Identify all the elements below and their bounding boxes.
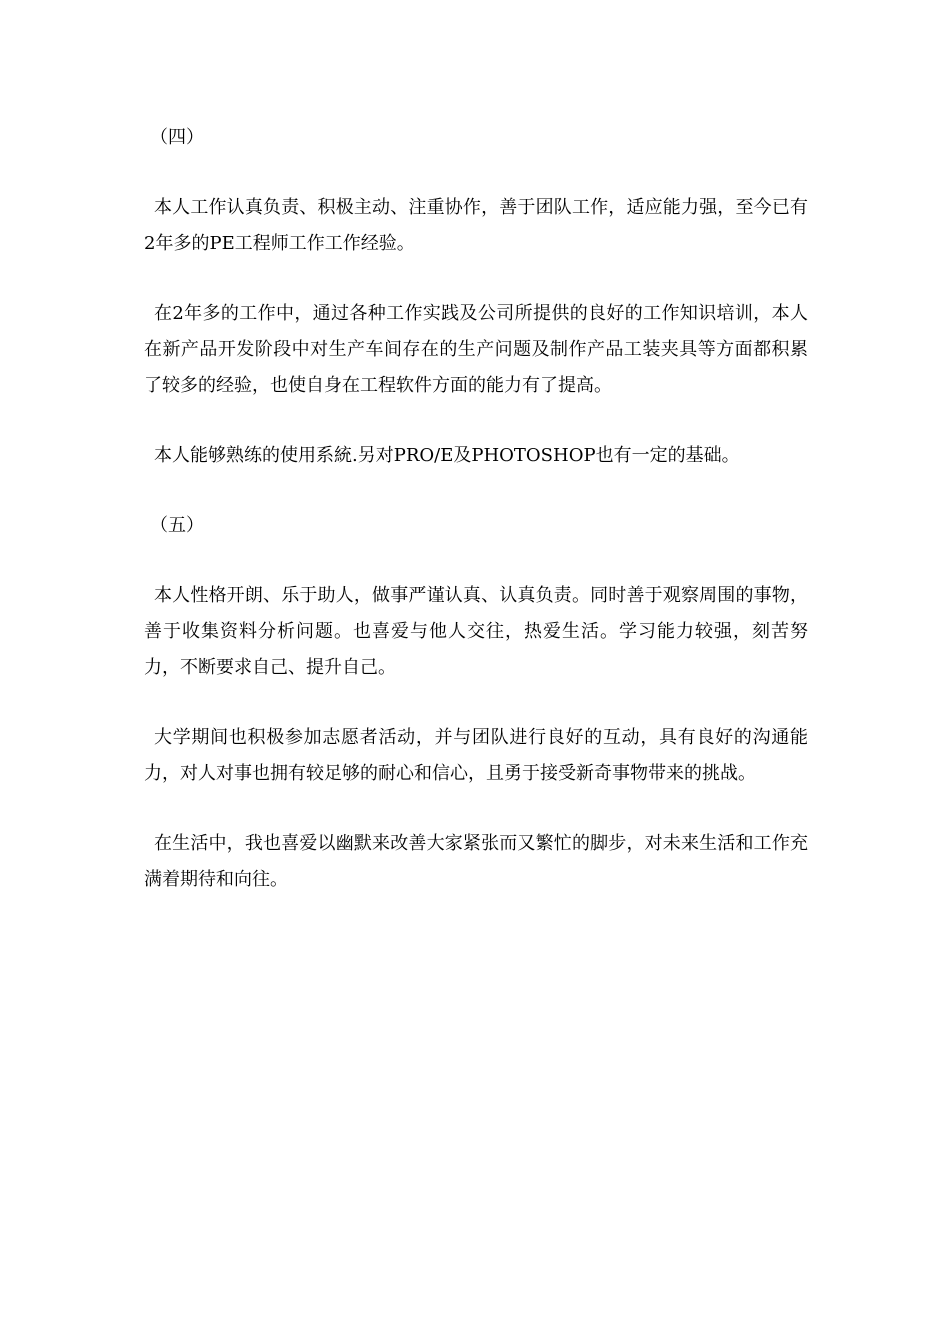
- paragraph: 在生活中，我也喜爱以幽默来改善大家紧张而又繁忙的脚步，对未来生活和工作充满着期待和向往。: [144, 833, 808, 890]
- paragraph: 本人工作认真负责、积极主动、注重协作，善于团队工作，适应能力强，至今已有2年多的PE工程师工作工作经验。: [144, 197, 808, 254]
- section-heading-4: （四）: [150, 127, 204, 148]
- document-body: [144, 120, 808, 932]
- section-heading-5: （五）: [150, 515, 204, 536]
- paragraph: 本人能够熟练的使用系統.另对PRO/E及PHOTOSHOP也有一定的基础。: [154, 445, 740, 466]
- paragraph: 大学期间也积极参加志愿者活动，并与团队进行良好的互动，具有良好的沟通能力，对人对事也拥有较足够的耐心和信心，且勇于接受新奇事物带来的挑战。: [144, 727, 808, 784]
- paragraph: 本人性格开朗、乐于助人，做事严谨认真、认真负责。同时善于观察周围的事物，善于收集资料分析问题。也喜爱与他人交往，热爱生活。学习能力较强，刻苦努力，不断要求自己、提升自己。: [144, 585, 808, 678]
- paragraph: 在2年多的工作中，通过各种工作实践及公司所提供的良好的工作知识培训，本人在新产品开发阶段中对生产车间存在的生产问题及制作产品工装夹具等方面都积累了较多的经验，也使自身在工程软件方面的能力有了提高。: [144, 303, 808, 396]
